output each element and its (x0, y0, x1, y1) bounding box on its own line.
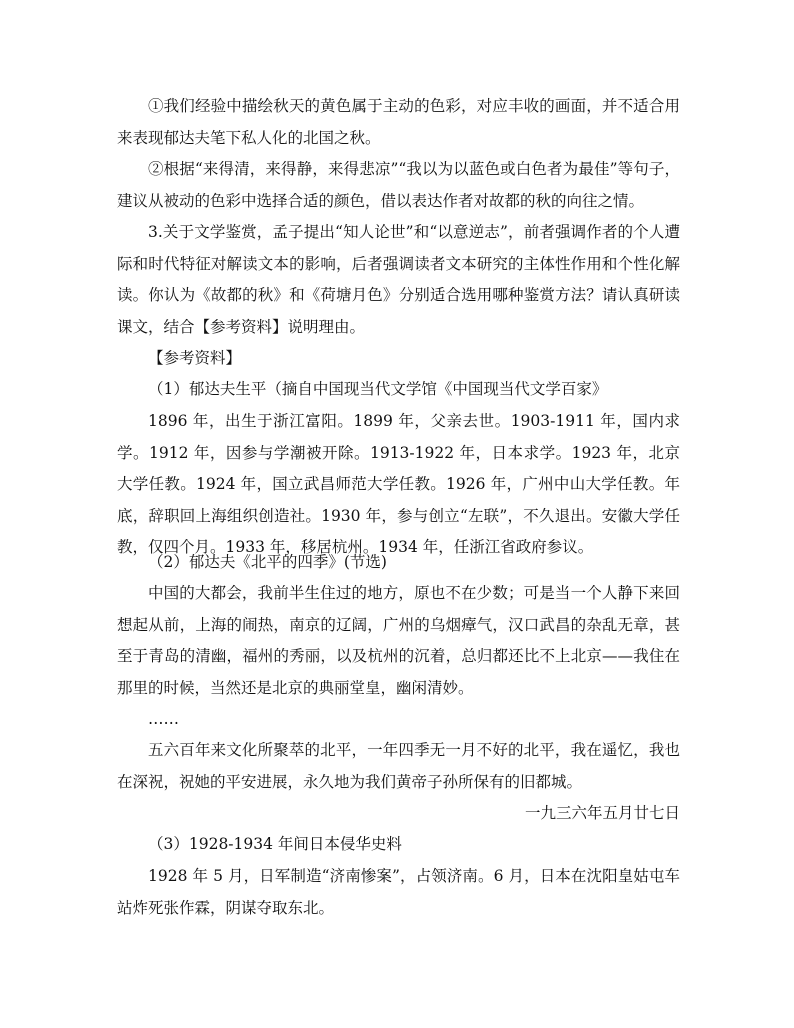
reference-1-body: 1896 年，出生于浙江富阳。1899 年，父亲去世。1903-1911 年，国内求学。1912 年，因参与学潮被开除。1913-1922 年，日本求学。1923 年，北京大学任教。1924 年，国立武昌师范大学任教。1926 年，广州中山大学任教。年底，辞职回上海组织创造社。1930 年，参与创立“左联”，不久退出。安徽大学任教，仅四个月。1933 年，移居杭州。1934 年，任浙江省政府参议。 (117, 412, 680, 556)
question-3: 3.关于文学鉴赏，孟子提出“知人论世”和“以意逆志”，前者强调作者的个人遭际和时代特征对解读文本的影响，后者强调读者文本研究的主体性作用和个性化解读。你认为《故都的秋》和《荷塘月色》分别适合选用哪种鉴赏方法？请认真研读课文，结合【参考资料】说明理由。 (117, 223, 680, 336)
reference-2-excerpt-end: 五六百年来文化所聚萃的北平，一年四季无一月不好的北平，我在遥忆，我也在深祝，祝她的平安进展，永久地为我们黄帝子孙所保有的旧都城。 (117, 741, 680, 791)
reference-2-excerpt: 中国的大都会，我前半生住过的地方，原也不在少数；可是当一个人静下来回想起从前，上海的闹热，南京的辽阔，广州的乌烟瘴气，汉口武昌的杂乱无章，甚至于青岛的清幽，福州的秀丽，以及杭州的沉着，总归都还比不上北京——我住在那里的时候，当然还是北京的典丽堂皇，幽闲清妙。 (117, 584, 680, 697)
reference-2-title: （2）郁达夫《北平的四季》(节选) (148, 553, 387, 571)
ellipsis: …… (148, 710, 179, 728)
reference-1-title: （1）郁达夫生平（摘自中国现当代文学馆《中国现当代文学百家》 (148, 380, 608, 398)
reference-heading: 【参考资料】 (148, 349, 242, 367)
reference-3-title: （3）1928-1934 年间日本侵华史料 (148, 835, 402, 853)
answer-point-1: ①我们经验中描绘秋天的黄色属于主动的色彩，对应丰收的画面，并不适合用来表现郁达夫笔下私人化的北国之秋。 (117, 97, 680, 147)
reference-3-body: 1928 年 5 月，日军制造“济南惨案”，占领济南。6 月，日本在沈阳皇姑屯车站炸死张作霖，阴谋夺取东北。 (117, 867, 680, 917)
answer-point-2: ②根据“来得清，来得静，来得悲凉”“我以为以蓝色或白色者为最佳”等句子，建议从被动的色彩中选择合适的颜色，借以表达作者对故都的秋的向往之情。 (117, 160, 680, 210)
excerpt-date: 一九三六年五月廿七日 (524, 804, 680, 822)
